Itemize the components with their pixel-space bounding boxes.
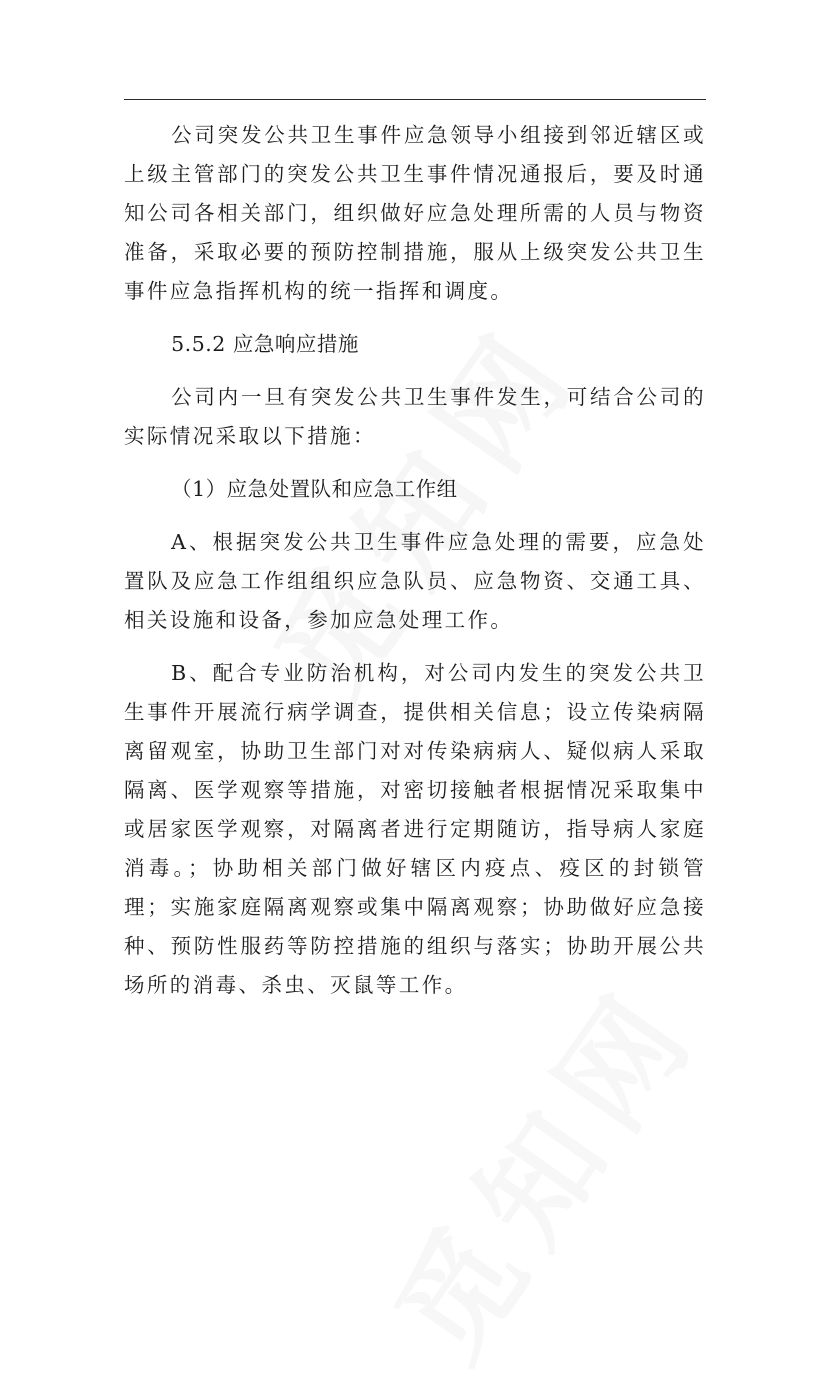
paragraph-item-b: B、配合专业防治机构，对公司内发生的突发公共卫生事件开展流行病学调查，提供相关信息；设立传染病隔离留观室，协助卫生部门对对传染病病人、疑似病人采取隔离、医学观察等措施，对密切接触者根据情况采取集中或居家医学观察，对隔离者进行定期随访，指导病人家庭消毒。；协助相关部门做好辖区内疫点、疫区的封锁管理；实施家庭隔离观察或集中隔离观察；协助做好应急接种、预防性服药等防控措施的组织与落实；协助开展公共场所的消毒、杀虫、灭鼠等工作。 [124, 661, 706, 997]
subheading-emergency-team: （1）应急处置队和应急工作组 [171, 477, 458, 501]
paragraph-notification: 公司突发公共卫生事件应急领导小组接到邻近辖区或上级主管部门的突发公共卫生事件情况通报后，要及时通知公司各相关部门，组织做好应急处理所需的人员与物资准备，采取必要的预防控制措施，服从上级突发公共卫生事件应急指挥机构的统一指挥和调度。 [124, 123, 706, 303]
header-rule [124, 99, 706, 100]
section-heading-5-5-2: 5.5.2 应急响应措施 [171, 332, 359, 356]
paragraph-measures-intro: 公司内一旦有突发公共卫生事件发生，可结合公司的实际情况采取以下措施： [124, 385, 706, 448]
paragraph-item-a: A、根据突发公共卫生事件应急处理的需要，应急处置队及应急工作组组织应急队员、应急物资、交通工具、相关设施和设备，参加应急处理工作。 [124, 530, 706, 632]
document-body [124, 116, 706, 1019]
